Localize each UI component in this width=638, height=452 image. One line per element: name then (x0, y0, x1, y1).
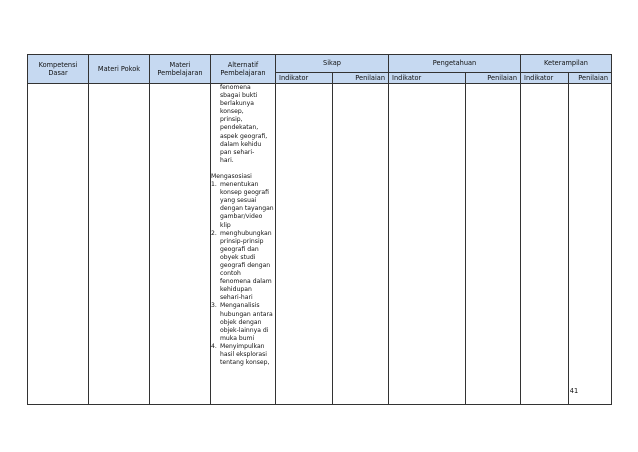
header-alternatif-pembelajaran: Alternatif Pembelajaran (211, 55, 276, 84)
header-materi-pembelajaran: Materi Pembelajaran (150, 55, 211, 84)
continued-paragraph: fenomena sbagai bukti berlakunya konsep, prinsip, pendekatan, aspek geografi, dalam kehidu pan sehari- hari. (220, 84, 268, 164)
cell-keterampilan-indikator (521, 84, 569, 405)
header-pengetahuan: Pengetahuan (389, 55, 521, 73)
cell-sikap-indikator (276, 84, 333, 405)
cell-materi-pokok (89, 84, 150, 405)
header-sikap-penilaian: Penilaian (333, 73, 389, 84)
header-pengetahuan-penilaian: Penilaian (466, 73, 521, 84)
list-item-text: Menganalisis hubungan antara objek dengan objek-lainnya di muka bumi (220, 302, 273, 342)
mengasosiasi-list (211, 181, 275, 367)
list-item-number: 1. (211, 181, 217, 189)
cell-keterampilan-penilaian (569, 84, 612, 405)
section-title-mengasosiasi: Mengasosiasi (211, 172, 252, 180)
list-item-text: Menyimpulkan hasil eksplorasi tentang konsep, (220, 342, 270, 367)
header-keterampilan-indikator: Indikator (521, 73, 569, 84)
cell-materi-pembelajaran (150, 84, 211, 405)
list-item (211, 181, 275, 230)
list-item (211, 230, 275, 303)
list-item (211, 343, 275, 367)
cell-alternatif-pembelajaran (211, 84, 276, 405)
page-number: 41 (569, 387, 579, 395)
list-item-number: 2. (211, 229, 217, 237)
header-keterampilan-penilaian: Penilaian (569, 73, 612, 84)
header-kompetensi-dasar: Kompetensi Dasar (28, 55, 89, 84)
header-sikap-indikator: Indikator (276, 73, 333, 84)
list-item-number: 4. (211, 342, 217, 350)
header-materi-pokok: Materi Pokok (89, 55, 150, 84)
cell-pengetahuan-penilaian (466, 84, 521, 405)
header-sikap: Sikap (276, 55, 389, 73)
cell-kompetensi-dasar (28, 84, 89, 405)
list-item-text: menghubungkan prinsip-prinsip geografi dan obyek studi geografi dengan contoh fenomena dalam kehidupan sehari-hari (220, 229, 272, 302)
list-item-number: 3. (211, 302, 217, 310)
list-item (211, 302, 275, 342)
cell-pengetahuan-indikator (389, 84, 466, 405)
list-item-text: menentukan konsep geografi yang sesuai dengan tayangan gambar/video klip (220, 181, 274, 229)
header-keterampilan: Keterampilan (521, 55, 612, 73)
learning-plan-table (27, 54, 612, 405)
header-pengetahuan-indikator: Indikator (389, 73, 466, 84)
cell-sikap-penilaian (333, 84, 389, 405)
